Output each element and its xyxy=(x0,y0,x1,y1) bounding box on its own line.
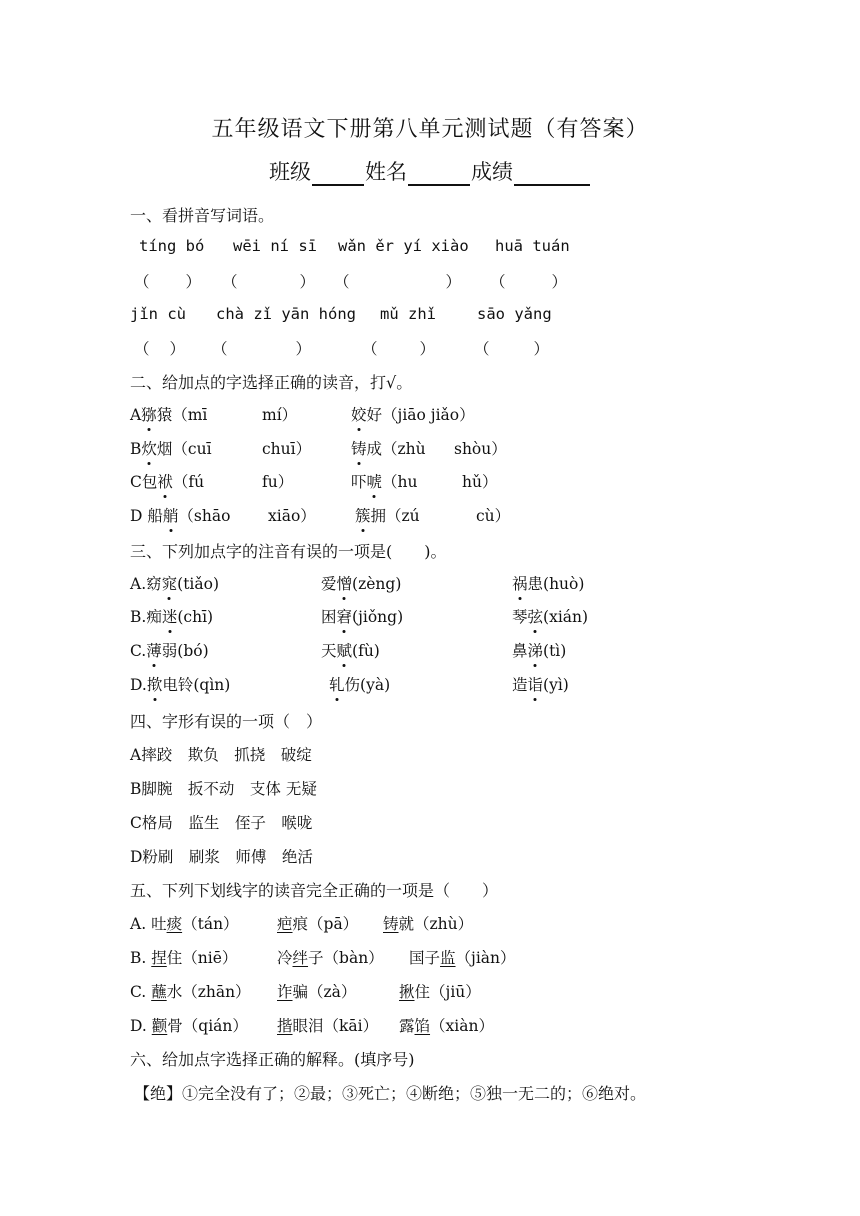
answer-blank-2[interactable]: （ ） xyxy=(222,273,316,291)
pinyin-8: sāo yǎng xyxy=(477,305,552,323)
pinyin-2: wēi ní sī xyxy=(233,237,317,255)
option-2d-1: D 船艄（shāo xyxy=(130,504,230,526)
option-3a-1: A.窈窕(tiǎo) xyxy=(130,572,219,594)
option-3c-2: 天赋(fù) xyxy=(321,639,380,661)
option-2d-2: 簇拥（zú xyxy=(355,504,420,526)
option-2a-1: A猕猿（mī xyxy=(130,403,207,425)
name-label: 姓名 xyxy=(365,160,407,184)
option-3b-3: 琴弦(xián) xyxy=(512,605,588,627)
answer-blank-8[interactable]: （ ） xyxy=(474,340,550,358)
option-2d-2b: cù） xyxy=(476,507,511,525)
option-5b-1: B. 捏住（niē） xyxy=(130,949,238,967)
pinyin-4: huā tuán xyxy=(495,237,570,255)
section-3-heading: 三、下列加点字的注音有误的一项是( )。 xyxy=(130,542,447,561)
option-5a-3: 铸就（zhù） xyxy=(383,915,474,933)
option-2c-1: C包袱（fú xyxy=(130,470,204,492)
option-2a-2: 姣好（jiāo jiǎo） xyxy=(351,403,475,425)
option-4c: C格局 监生 侄子 喉咙 xyxy=(130,814,313,832)
option-3d-2: 轧伤(yà) xyxy=(329,673,390,695)
option-2b-2b: shòu） xyxy=(454,440,507,458)
answer-blank-4[interactable]: （ ） xyxy=(490,273,568,291)
option-4a: A摔跤 欺负 抓挠 破绽 xyxy=(130,746,312,764)
option-5c-1: C. 蘸水（zhān） xyxy=(130,983,251,1001)
name-blank[interactable] xyxy=(408,162,470,186)
score-label: 成绩 xyxy=(471,160,513,184)
student-info-line xyxy=(0,156,860,186)
page-title: 五年级语文下册第八单元测试题（有答案） xyxy=(211,117,649,142)
section-4-heading: 四、字形有误的一项（ ） xyxy=(130,712,323,731)
option-5c-3: 揪住（jiū） xyxy=(399,983,481,1001)
option-3c-3: 鼻涕(tì) xyxy=(512,639,566,661)
option-3a-2: 爱憎(zèng) xyxy=(321,572,401,594)
option-3b-2: 困窘(jiǒng) xyxy=(321,605,403,627)
option-2a-1b: mí） xyxy=(262,406,298,424)
option-3c-1: C.薄弱(bó) xyxy=(130,639,209,661)
pinyin-6: chà zǐ yān hóng xyxy=(216,305,356,323)
option-5d-1: D. 颧骨（qián） xyxy=(130,1017,248,1035)
option-2d-1b: xiāo） xyxy=(268,507,316,525)
class-blank[interactable] xyxy=(312,162,364,186)
score-blank[interactable] xyxy=(514,162,590,186)
option-3a-3: 祸患(huò) xyxy=(512,572,584,594)
option-3d-1: D.揿电铃(qìn) xyxy=(130,673,230,695)
class-label: 班级 xyxy=(269,160,311,184)
option-3d-3: 造诣(yì) xyxy=(512,673,569,695)
option-5a-2: 疤痕（pā） xyxy=(277,915,359,933)
option-4d: D粉刷 刷浆 师傅 绝活 xyxy=(130,848,313,866)
option-5c-2: 诈骗（zà） xyxy=(277,983,357,1001)
section-5-heading: 五、下列下划线字的读音完全正确的一项是（ ） xyxy=(130,881,499,900)
option-2b-2: 铸成（zhù xyxy=(351,437,426,459)
option-2b-1b: chuī） xyxy=(262,440,312,458)
option-4b: B脚腕 扳不动 支体 无疑 xyxy=(130,780,317,798)
option-5b-3: 国子监（jiàn） xyxy=(409,949,516,967)
option-5b-2: 冷绊子（bàn） xyxy=(277,949,384,967)
definition-list: 【绝】①完全没有了；②最；③死亡；④断绝；⑤独一无二的；⑥绝对。 xyxy=(134,1084,647,1103)
answer-blank-1[interactable]: （ ） xyxy=(134,273,202,291)
option-3b-1: B.痴迷(chī) xyxy=(130,605,213,627)
option-5d-2: 揩眼泪（kāi） xyxy=(277,1017,379,1035)
pinyin-1: tíng bó xyxy=(139,237,205,255)
option-2c-1b: fu） xyxy=(262,473,294,491)
option-2c-2b: hǔ） xyxy=(462,473,498,491)
answer-blank-6[interactable]: （ ） xyxy=(212,340,312,358)
option-2b-1: B炊烟（cuī xyxy=(130,437,212,459)
section-2-heading: 二、给加点的字选择正确的读音，打√。 xyxy=(130,373,413,392)
pinyin-5: jǐn cù xyxy=(130,305,186,323)
answer-blank-5[interactable]: （ ） xyxy=(134,340,186,358)
answer-blank-3[interactable]: （ ） xyxy=(334,273,462,291)
pinyin-3: wǎn ěr yí xiào xyxy=(338,237,469,255)
section-6-heading: 六、给加点字选择正确的解释。(填序号) xyxy=(130,1050,415,1069)
option-2c-2: 吓唬（hu xyxy=(351,470,418,492)
option-5a-1: A. 吐痰（tán） xyxy=(130,915,239,933)
option-5d-3: 露馅（xiàn） xyxy=(399,1017,494,1035)
pinyin-7: mǔ zhǐ xyxy=(380,305,436,323)
answer-blank-7[interactable]: （ ） xyxy=(362,340,436,358)
section-1-heading: 一、看拼音写词语。 xyxy=(130,206,275,225)
